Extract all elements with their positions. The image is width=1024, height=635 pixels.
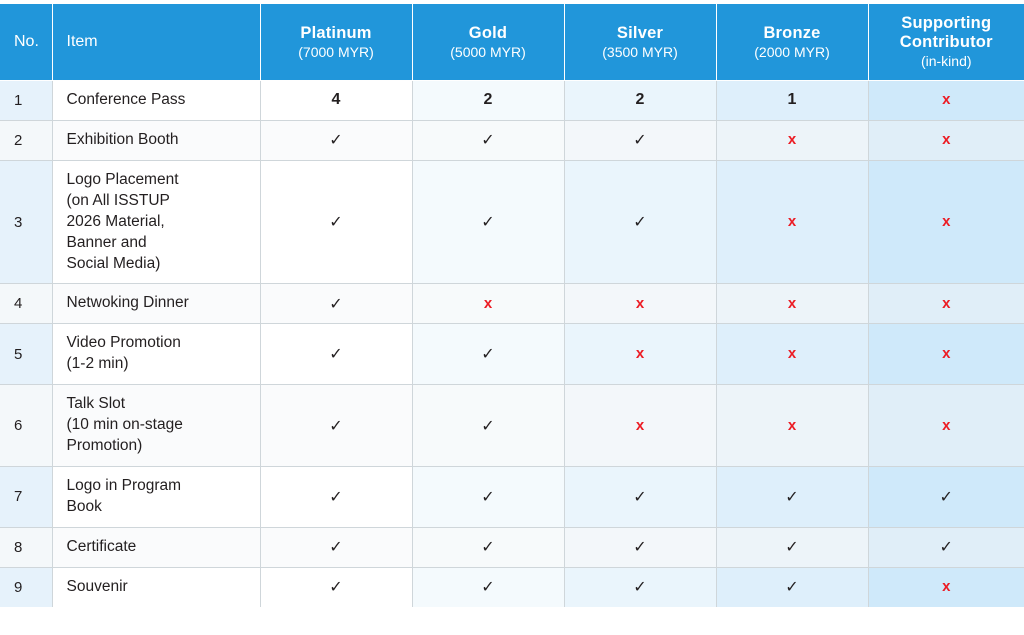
check-icon: ✓ <box>633 579 647 597</box>
cell-supporting-contributor <box>868 81 1024 121</box>
cell-bronze <box>716 284 868 324</box>
check-icon: ✓ <box>329 214 343 232</box>
cell-supporting-contributor <box>868 120 1024 160</box>
row-item-label: Video Promotion (1-2 min) <box>52 324 260 385</box>
cell-gold <box>412 324 564 385</box>
row-item-label: Netwoking Dinner <box>52 284 260 324</box>
cross-icon: x <box>942 416 951 434</box>
table-row <box>0 467 1024 528</box>
cell-bronze <box>716 567 868 606</box>
table-row <box>0 567 1024 606</box>
tier-name-gold: Gold <box>468 23 508 42</box>
cell-bronze <box>716 120 868 160</box>
cross-icon: x <box>942 345 951 363</box>
column-header-bronze <box>716 4 868 81</box>
column-header-item: Item <box>52 4 260 81</box>
cell-supporting-contributor <box>868 567 1024 606</box>
check-icon: ✓ <box>633 214 647 232</box>
cell-bronze <box>716 527 868 567</box>
cross-icon: x <box>787 345 797 363</box>
tier-name-platinum: Platinum <box>300 23 372 42</box>
check-icon: ✓ <box>481 539 495 557</box>
row-number: 2 <box>0 120 52 160</box>
cell-platinum: 4 <box>260 81 412 121</box>
cross-icon: x <box>942 91 951 109</box>
table-row <box>0 284 1024 324</box>
check-icon: ✓ <box>481 132 495 150</box>
column-header-supporting-contributor <box>868 4 1024 81</box>
row-item-label: Certificate <box>52 527 260 567</box>
cell-supporting-contributor <box>868 527 1024 567</box>
cross-icon: x <box>787 416 797 434</box>
check-icon: ✓ <box>633 539 647 557</box>
check-icon: ✓ <box>633 488 647 506</box>
cell-silver <box>564 467 716 528</box>
row-number: 7 <box>0 467 52 528</box>
check-icon: ✓ <box>785 539 799 557</box>
cross-icon: x <box>787 131 797 149</box>
check-icon: ✓ <box>329 346 343 364</box>
check-icon: ✓ <box>329 417 343 435</box>
tier-price-bronze: (2000 MYR) <box>754 44 830 61</box>
cell-supporting-contributor <box>868 385 1024 467</box>
table-row <box>0 385 1024 467</box>
cell-supporting-contributor <box>868 467 1024 528</box>
table-row <box>0 324 1024 385</box>
check-icon: ✓ <box>329 488 343 506</box>
row-number: 4 <box>0 284 52 324</box>
cell-gold: 2 <box>412 81 564 121</box>
cell-bronze <box>716 324 868 385</box>
cross-icon: x <box>942 213 951 231</box>
cell-silver <box>564 120 716 160</box>
column-header-gold <box>412 4 564 81</box>
check-icon: ✓ <box>481 214 495 232</box>
check-icon: ✓ <box>481 346 495 364</box>
header-row <box>0 4 1024 81</box>
cell-bronze <box>716 385 868 467</box>
cell-silver <box>564 567 716 606</box>
cell-platinum <box>260 567 412 606</box>
cell-silver: 2 <box>564 81 716 121</box>
table-body <box>0 81 1024 607</box>
row-number: 8 <box>0 527 52 567</box>
cell-silver <box>564 527 716 567</box>
cross-icon: x <box>942 131 951 149</box>
tier-price-platinum: (7000 MYR) <box>298 44 374 61</box>
row-item-label: Souvenir <box>52 567 260 606</box>
tier-price-gold: (5000 MYR) <box>450 44 526 61</box>
check-icon: ✓ <box>481 488 495 506</box>
cell-platinum <box>260 467 412 528</box>
cross-icon: x <box>787 213 797 231</box>
row-number: 1 <box>0 81 52 121</box>
check-icon: ✓ <box>939 539 953 557</box>
table-row <box>0 527 1024 567</box>
cell-platinum <box>260 284 412 324</box>
cross-icon: x <box>635 294 645 312</box>
tier-price-supporting-contributor: (in-kind) <box>920 52 972 69</box>
cross-icon: x <box>787 294 797 312</box>
row-number: 3 <box>0 160 52 284</box>
cell-bronze <box>716 467 868 528</box>
cell-supporting-contributor <box>868 284 1024 324</box>
row-item-label: Talk Slot (10 min on-stage Promotion) <box>52 385 260 467</box>
cell-platinum <box>260 120 412 160</box>
cell-silver <box>564 385 716 467</box>
column-header-silver <box>564 4 716 81</box>
cross-icon: x <box>635 416 645 434</box>
cell-silver <box>564 324 716 385</box>
tier-name-supporting-contributor: Supporting Contributor <box>899 14 993 51</box>
cell-gold <box>412 527 564 567</box>
tier-price-silver: (3500 MYR) <box>602 44 678 61</box>
cell-platinum <box>260 160 412 284</box>
cell-gold <box>412 160 564 284</box>
table-header <box>0 4 1024 81</box>
check-icon: ✓ <box>785 488 799 506</box>
cell-gold <box>412 284 564 324</box>
cell-supporting-contributor <box>868 324 1024 385</box>
cell-bronze <box>716 160 868 284</box>
row-number: 9 <box>0 567 52 606</box>
sponsorship-comparison-table <box>0 4 1024 607</box>
cell-silver <box>564 160 716 284</box>
row-item-label: Logo Placement (on All ISSTUP 2026 Material, Banner and Social Media) <box>52 160 260 284</box>
cell-gold <box>412 385 564 467</box>
row-item-label: Conference Pass <box>52 81 260 121</box>
tier-name-silver: Silver <box>616 23 664 42</box>
cell-supporting-contributor <box>868 160 1024 284</box>
check-icon: ✓ <box>329 579 343 597</box>
cross-icon: x <box>942 294 951 312</box>
cell-gold <box>412 120 564 160</box>
cell-bronze: 1 <box>716 81 868 121</box>
cross-icon: x <box>483 294 493 312</box>
column-header-platinum <box>260 4 412 81</box>
row-number: 5 <box>0 324 52 385</box>
cell-gold <box>412 467 564 528</box>
table-row <box>0 160 1024 284</box>
check-icon: ✓ <box>481 579 495 597</box>
table-row <box>0 81 1024 121</box>
cell-silver <box>564 284 716 324</box>
check-icon: ✓ <box>329 132 343 150</box>
row-item-label: Exhibition Booth <box>52 120 260 160</box>
table-row <box>0 120 1024 160</box>
check-icon: ✓ <box>939 488 953 506</box>
row-item-label: Logo in Program Book <box>52 467 260 528</box>
check-icon: ✓ <box>785 579 799 597</box>
check-icon: ✓ <box>329 295 343 313</box>
cross-icon: x <box>635 345 645 363</box>
cross-icon: x <box>942 578 951 596</box>
row-number: 6 <box>0 385 52 467</box>
cell-platinum <box>260 385 412 467</box>
check-icon: ✓ <box>481 417 495 435</box>
check-icon: ✓ <box>633 132 647 150</box>
column-header-no: No. <box>0 4 52 81</box>
cell-platinum <box>260 324 412 385</box>
check-icon: ✓ <box>329 539 343 557</box>
tier-name-bronze: Bronze <box>763 23 821 42</box>
cell-gold <box>412 567 564 606</box>
cell-platinum <box>260 527 412 567</box>
